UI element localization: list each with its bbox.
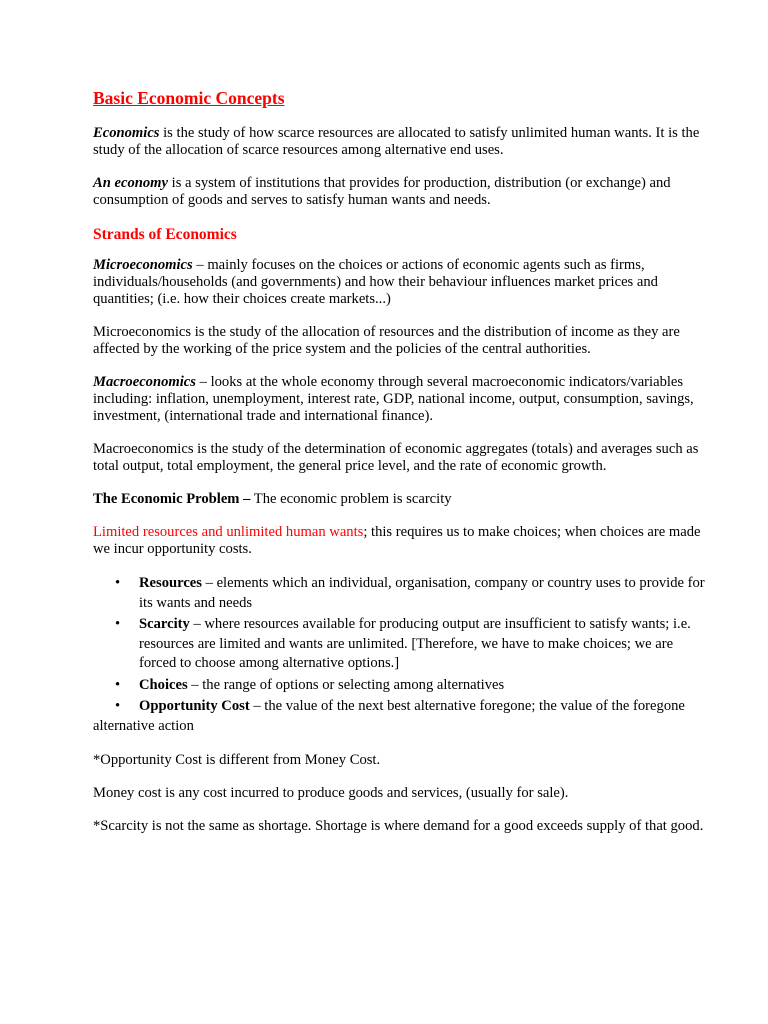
bullet-icon: • [115,616,121,632]
concepts-list [93,574,708,736]
list-item [93,676,708,696]
opportunity-cost-note: *Opportunity Cost is different from Money Cost. [93,752,381,768]
microeconomics-definition: Microeconomics is the study of the allocation of resources and the distribution of income as they are affected by the working of the price system and the policies of the central authorities. [93,324,680,357]
limited-resources-paragraph [93,524,708,558]
microeconomics-paragraph [93,257,708,308]
macroeconomics-text: – looks at the whole economy through several macroeconomic indicators/variables including: inflation, unemployment, interest rate, GDP, national income, output, consumption, savings, investment, (international trade and international finance). [93,374,694,424]
limited-resources-text: ; this requires us to make choices; when choices are made we incur opportunity costs. [93,524,701,557]
limited-resources-highlight: Limited resources and unlimited human wants [93,524,364,540]
list-item-text: – where resources available for producing output are insufficient to satisfy wants; i.e. resources are limited and wants are unlimited. [Therefore, we have to make choices; we are forced to choose among alternative options.] [139,616,691,671]
list-item-term: Resources [139,575,202,591]
list-item-text: – elements which an individual, organisation, company or country uses to provide for its wants and needs [139,575,705,611]
page-title: Basic Economic Concepts [93,88,285,108]
economics-text: is the study of how scarce resources are allocated to satisfy unlimited human wants. It is the study of the allocation of scarce resources among alternative end uses. [93,125,700,158]
list-item [93,697,708,736]
economy-term: An economy [93,175,168,191]
list-item-term: Opportunity Cost [139,698,250,714]
scarcity-shortage-note: *Scarcity is not the same as shortage. Shortage is where demand for a good exceeds supply of that good. [93,818,704,834]
economic-problem-text: The economic problem is scarcity [250,491,452,507]
macroeconomics-paragraph [93,374,708,425]
macroeconomics-definition: Macroeconomics is the study of the determination of economic aggregates (totals) and averages such as total output, total employment, the general price level, and the rate of economic growth. [93,441,699,474]
list-item [93,615,708,674]
money-cost-note: Money cost is any cost incurred to produce goods and services, (usually for sale). [93,785,569,801]
economic-problem-paragraph [93,491,708,508]
strands-heading: Strands of Economics [93,226,237,243]
bullet-icon: • [115,676,121,693]
list-item [93,574,708,613]
microeconomics-term: Microeconomics [93,257,193,273]
economy-text: is a system of institutions that provides for production, distribution (or exchange) and consumption of goods and serves to satisfy human wants and needs. [93,175,671,208]
economic-problem-term: The Economic Problem – [93,491,251,507]
bullet-icon: • [115,698,121,714]
list-item-text: – the value of the next best alternative foregone; the value of the foregone alternative action [93,698,685,734]
bullet-icon: • [115,575,121,591]
microeconomics-text: – mainly focuses on the choices or actions of economic agents such as firms, individuals/households (and governments) and how their behaviour influences market prices and quantities; (i.e. how their choices create markets...) [93,257,658,307]
economics-term: Economics [93,125,160,141]
list-item-text: – the range of options or selecting among alternatives [187,676,505,693]
economics-definition [93,125,708,159]
list-item-term: Scarcity [139,616,190,632]
economy-definition [93,175,708,209]
macroeconomics-term: Macroeconomics [93,374,196,390]
list-item-term: Choices [139,676,188,693]
